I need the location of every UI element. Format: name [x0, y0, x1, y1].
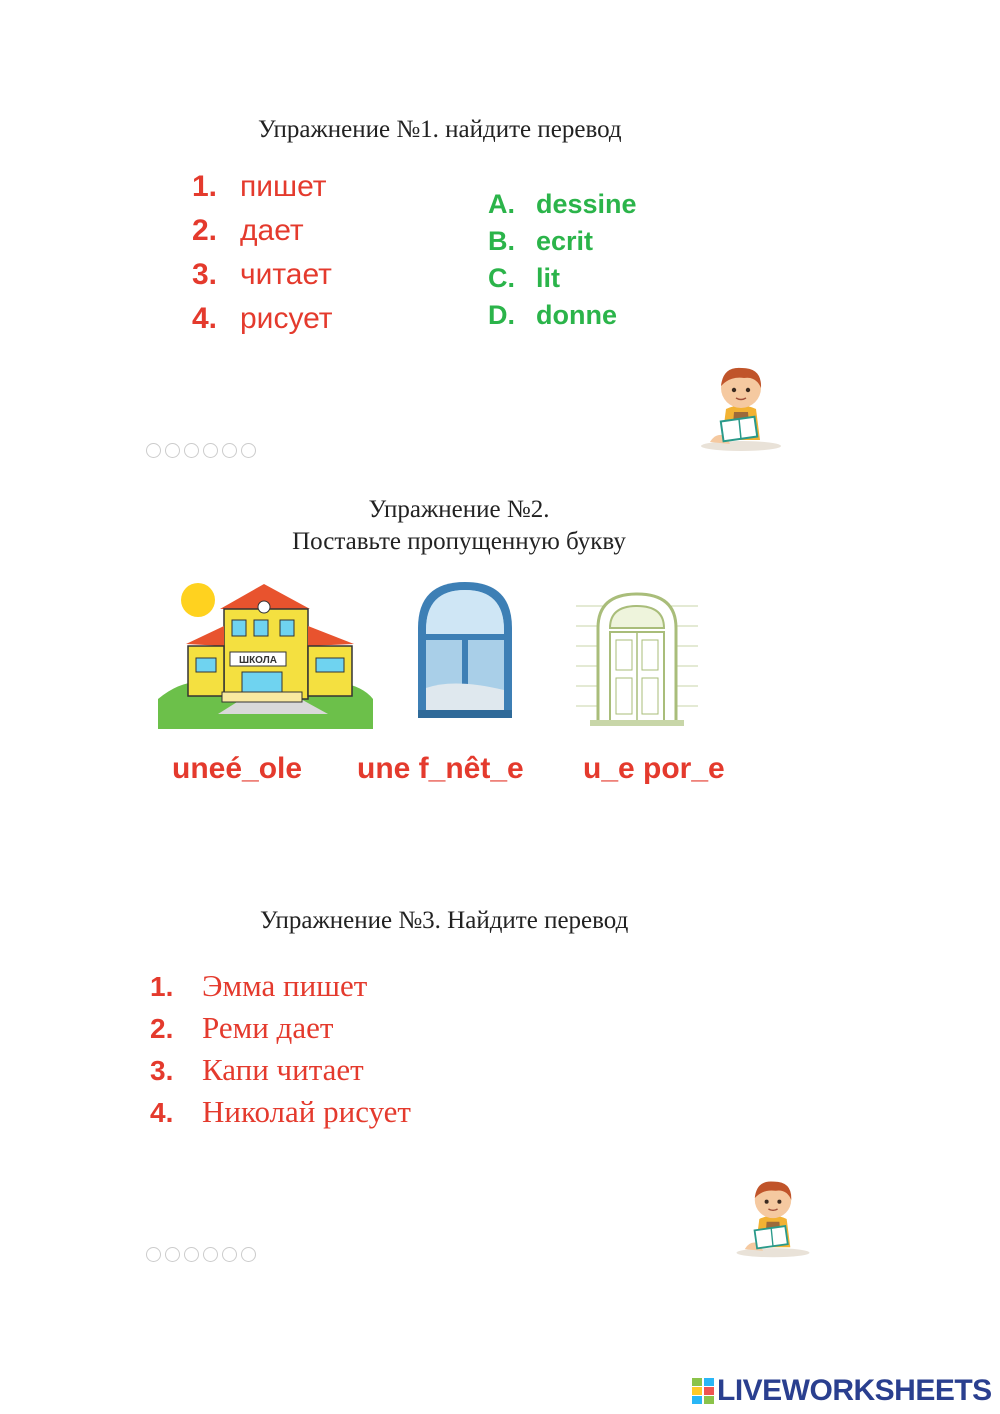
item-text: Эмма пишет [202, 968, 368, 1003]
item-number: 1. [192, 170, 218, 203]
item-letter: B. [488, 226, 515, 256]
item-number: 4. [150, 1097, 174, 1128]
item-text: donne [536, 300, 617, 330]
item-text: читает [240, 258, 332, 291]
list-item [192, 258, 333, 302]
list-item [150, 1010, 411, 1052]
item-number: 3. [150, 1055, 174, 1086]
logo-blocks-icon [692, 1378, 714, 1404]
worksheet-toolbar [146, 1247, 256, 1262]
item-text: ecrit [536, 226, 594, 256]
item-letter: C. [488, 263, 515, 293]
item-text: Николай рисует [202, 1094, 411, 1129]
list-item [488, 226, 637, 263]
toolbar-dot[interactable] [203, 1247, 218, 1262]
list-item [192, 214, 333, 258]
toolbar-dot[interactable] [203, 443, 218, 458]
item-number: 2. [150, 1013, 174, 1044]
item-text: рисует [240, 302, 333, 335]
reading-boy-icon [696, 364, 786, 454]
logo-text: LIVEWORKSHEETS [717, 1374, 992, 1407]
toolbar-dot[interactable] [222, 443, 237, 458]
fill-word-school[interactable]: uneé_ole [172, 752, 303, 785]
toolbar-dot[interactable] [222, 1247, 237, 1262]
exercise2-title-line2: Поставьте пропущенную букву [292, 528, 626, 555]
list-item [488, 300, 637, 337]
toolbar-dot[interactable] [165, 443, 180, 458]
list-item [150, 968, 411, 1010]
list-item [488, 189, 637, 226]
toolbar-dot[interactable] [146, 443, 161, 458]
item-number: 2. [192, 214, 218, 247]
item-text: dessine [536, 189, 637, 219]
list-item [192, 302, 333, 346]
exercise3-list [150, 968, 411, 1136]
worksheet-toolbar [146, 443, 256, 458]
item-number: 4. [192, 302, 218, 335]
exercise3-title: Упражнение №3. Найдите перевод [260, 907, 629, 934]
item-text: Реми дает [202, 1010, 334, 1045]
toolbar-dot[interactable] [241, 443, 256, 458]
item-number: 1. [150, 971, 174, 1002]
school-illustration [158, 574, 373, 729]
item-text: дает [240, 214, 304, 247]
exercise1-title: Упражнение №1. найдите перевод [258, 116, 622, 143]
list-item [488, 263, 637, 300]
item-text: пишет [240, 170, 327, 203]
exercise1-french-list [488, 189, 637, 337]
toolbar-dot[interactable] [184, 443, 199, 458]
fill-word-window[interactable]: une f_nêt_e [357, 752, 524, 785]
window-illustration [414, 578, 516, 720]
door-illustration [576, 586, 698, 726]
item-number: 3. [192, 258, 218, 291]
list-item [192, 170, 333, 214]
liveworksheets-logo[interactable] [692, 1374, 992, 1408]
toolbar-dot[interactable] [165, 1247, 180, 1262]
list-item [150, 1094, 411, 1136]
list-item [150, 1052, 411, 1094]
item-text: Капи читает [202, 1052, 364, 1087]
fill-word-door[interactable]: u_e por_e [583, 752, 725, 785]
toolbar-dot[interactable] [146, 1247, 161, 1262]
exercise2-title-line1: Упражнение №2. [368, 496, 550, 523]
item-text: lit [536, 263, 560, 293]
toolbar-dot[interactable] [184, 1247, 199, 1262]
item-letter: A. [488, 189, 515, 219]
item-letter: D. [488, 300, 515, 330]
reading-boy-icon [732, 1178, 814, 1260]
exercise1-russian-list [192, 170, 333, 346]
school-sign-text: ШКОЛА [239, 655, 277, 666]
toolbar-dot[interactable] [241, 1247, 256, 1262]
